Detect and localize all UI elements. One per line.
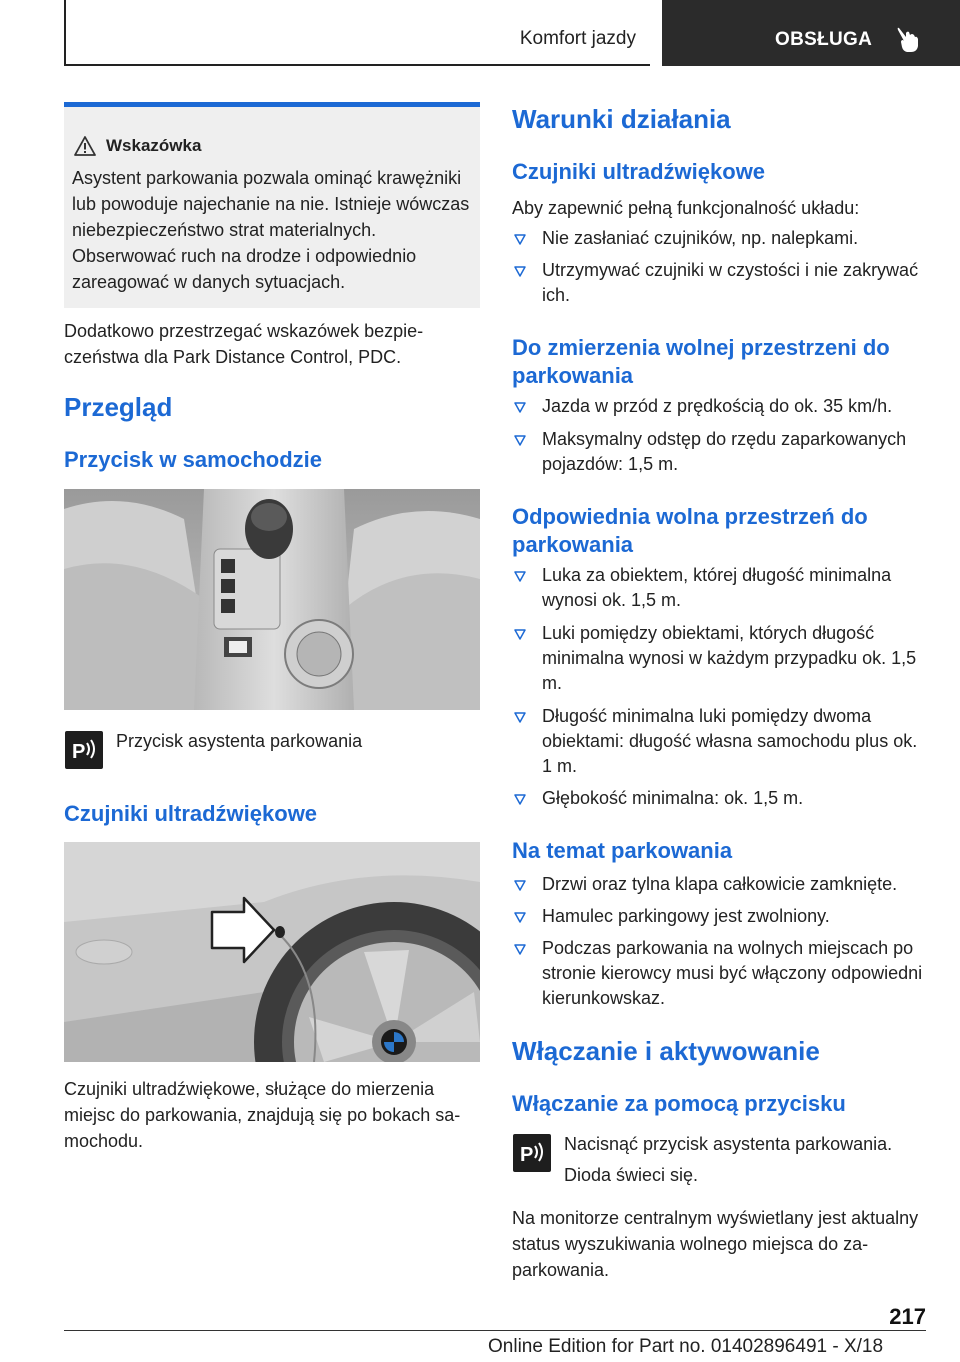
warning-note-header bbox=[74, 135, 201, 157]
triangle-bullet-icon bbox=[514, 629, 526, 640]
sensors-intro: Aby zapewnić pełną funkcjonalność układu: bbox=[512, 198, 860, 218]
heading-conditions: Warunki działania bbox=[512, 104, 731, 134]
parking-bullet-1-text: Drzwi oraz tylna klapa całkowicie zamknięte. bbox=[542, 874, 898, 894]
sensor-bullet-1-text: Nie zasłaniać czujników, np. nalepkami. bbox=[542, 228, 859, 248]
triangle-bullet-icon bbox=[514, 912, 526, 923]
measure-bullet-1 bbox=[512, 394, 932, 419]
header-left-rule bbox=[64, 0, 66, 66]
sensor-photo bbox=[64, 842, 480, 1062]
heading-sensors-right: Czujniki ultradźwiękowe bbox=[512, 159, 766, 184]
svg-text:P: P bbox=[72, 741, 86, 763]
footer-edition: Online Edition for Part no. 01402896491 - X/18 bbox=[488, 1336, 884, 1357]
parking-bullet-3 bbox=[512, 936, 932, 1011]
sensors-caption: Czujniki ultradźwiękowe, służące do mierzenia miejsc do parkowania, znajdują się po bokach samochodu. bbox=[64, 1079, 461, 1151]
triangle-bullet-icon bbox=[514, 234, 526, 245]
heading-sensors-left: Czujniki ultradźwiękowe bbox=[64, 801, 318, 826]
page-number: 217 bbox=[889, 1304, 926, 1329]
heading-activate-button: Włączanie za pomocą przycisku bbox=[512, 1091, 846, 1116]
measure-bullet-2-text: Maksymalny odstęp do rzędu zaparkowanych pojazdów: 1,5 m. bbox=[542, 429, 907, 474]
triangle-bullet-icon bbox=[514, 794, 526, 805]
chapter-title: Komfort jazdy bbox=[519, 28, 636, 49]
section-label: OBSŁUGA bbox=[775, 29, 873, 50]
heading-parking: Na temat parkowania bbox=[512, 838, 733, 863]
console-photo bbox=[64, 489, 480, 710]
heading-overview: Przegląd bbox=[64, 392, 173, 422]
measure-bullet-1-text: Jazda w przód z prędkością do ok. 35 km/h. bbox=[542, 396, 893, 416]
measure-bullet-2 bbox=[512, 427, 932, 477]
space-bullet-2 bbox=[512, 621, 932, 696]
button-caption: Przycisk asystenta parkowania bbox=[116, 731, 363, 751]
space-bullet-1 bbox=[512, 563, 932, 613]
space-bullet-2-text: Luki pomiędzy obiektami, których długość minimalna wynosi w każdym przypadku ok. 1,5 m. bbox=[542, 623, 917, 693]
pointing-hand-icon bbox=[896, 24, 920, 54]
parking-bullet-2-text: Hamulec parkingowy jest zwolniony. bbox=[542, 906, 830, 926]
pdc-paragraph: Dodatkowo przestrzegać wskazówek bezpieczeństwa dla Park Distance Control, PDC. bbox=[64, 321, 424, 367]
activate-result: Dioda świeci się. bbox=[564, 1165, 699, 1185]
triangle-bullet-icon bbox=[514, 435, 526, 446]
heading-space: Odpowiednia wolna przestrzeń do parkowania bbox=[512, 504, 868, 557]
footer-rule bbox=[64, 1330, 926, 1331]
sensor-bullet-1 bbox=[512, 226, 932, 251]
park-assist-button-icon bbox=[65, 731, 103, 769]
park-assist-button-icon-2 bbox=[513, 1134, 551, 1172]
triangle-bullet-icon bbox=[514, 571, 526, 582]
sensor-bullet-2-text: Utrzymywać czujniki w czystości i nie zakrywać ich. bbox=[542, 260, 919, 305]
triangle-bullet-icon bbox=[514, 402, 526, 413]
space-bullet-1-text: Luka za obiektem, której długość minimalna wynosi ok. 1,5 m. bbox=[542, 565, 892, 610]
triangle-bullet-icon bbox=[514, 944, 526, 955]
warning-note-text: Asystent parkowania pozwala ominąć krawężniki lub powoduje najechanie na nie. Istnieje wówczas niebezpieczeństwo strat materialnych. Obserwować ruch na drodze i odpowiednio zareagować w danych sytuacjach. bbox=[72, 168, 470, 292]
parking-bullet-2 bbox=[512, 904, 932, 929]
triangle-bullet-icon bbox=[514, 266, 526, 277]
svg-text:P: P bbox=[520, 1144, 534, 1166]
header-bottom-rule bbox=[64, 64, 650, 66]
heading-button-in-car: Przycisk w samochodzie bbox=[64, 447, 322, 472]
space-bullet-4 bbox=[512, 786, 932, 811]
triangle-bullet-icon bbox=[514, 880, 526, 891]
heading-activate: Włączanie i aktywowanie bbox=[512, 1036, 820, 1066]
warning-note-title: Wskazówka bbox=[106, 136, 202, 155]
triangle-bullet-icon bbox=[514, 712, 526, 723]
parking-bullet-1 bbox=[512, 872, 932, 897]
parking-bullet-3-text: Podczas parkowania na wolnych miejscach po stronie kierowcy musi być włączony odpowiedni kierunkowskaz. bbox=[542, 938, 923, 1008]
space-bullet-4-text: Głębokość minimalna: ok. 1,5 m. bbox=[542, 788, 804, 808]
space-bullet-3-text: Długość minimalna luki pomiędzy dwoma obiektami: długość własna samochodu plus ok. 1 m. bbox=[542, 706, 918, 776]
warning-note bbox=[64, 102, 480, 308]
heading-measure: Do zmierzenia wolnej przestrzeni do parkowania bbox=[512, 335, 890, 388]
sensor-bullet-2 bbox=[512, 258, 932, 308]
space-bullet-3 bbox=[512, 704, 932, 779]
activate-step: Nacisnąć przycisk asystenta parkowania. bbox=[564, 1134, 893, 1154]
activate-paragraph: Na monitorze centralnym wyświetlany jest aktualny status wyszukiwania wolnego miejsca do zaparkowania. bbox=[512, 1208, 919, 1280]
warning-triangle-icon bbox=[74, 136, 96, 156]
